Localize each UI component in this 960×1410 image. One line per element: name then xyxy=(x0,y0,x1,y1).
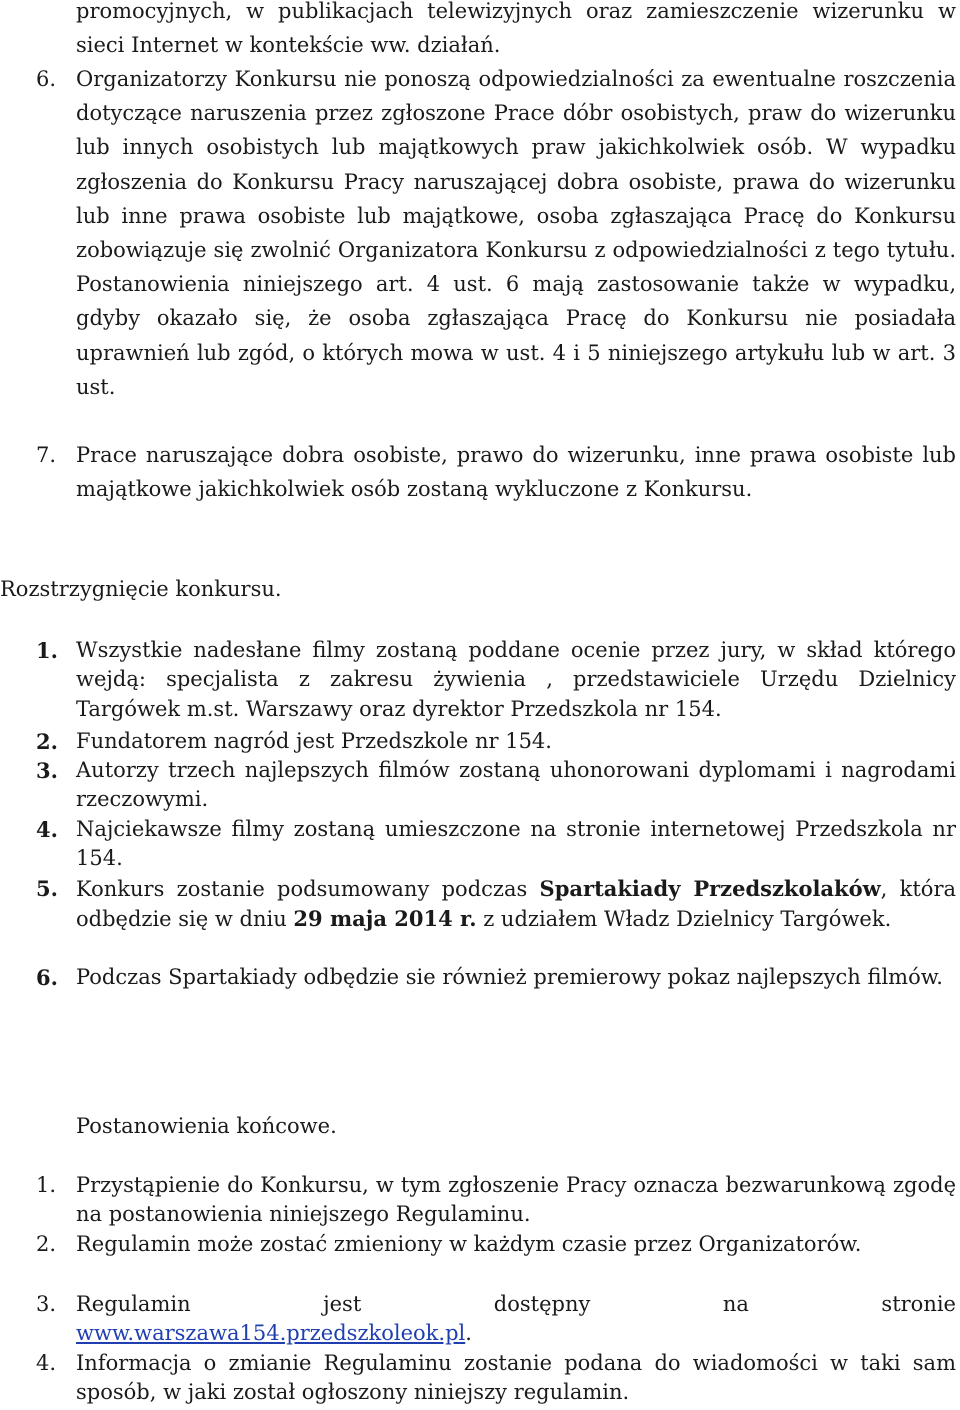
previous-item-continuation: promocyjnych, w publikacjach telewizyjnych oraz zamieszczenie wizerunku w sieci Internet w kontekście ww. działań. xyxy=(76,0,956,58)
list-item-7 xyxy=(36,438,956,506)
item-text: Autorzy trzech najlepszych filmów zostaną uhonorowani dyplomami i nagrodami rzeczowymi. xyxy=(76,758,956,812)
item-number: 2. xyxy=(36,729,58,754)
item-text: Podczas Spartakiady odbędzie sie również premierowy pokaz najlepszych filmów. xyxy=(76,965,943,989)
item-number: 1. xyxy=(36,638,58,663)
list-item-5 xyxy=(36,874,956,935)
item-text: Najciekawsze filmy zostaną umieszczone na stronie internetowej Przedszkola nr 154. xyxy=(76,817,956,871)
item-text: Informacja o zmianie Regulaminu zostanie podana do wiadomości w taki sam sposób, w jaki został ogłoszony niniejszy regulamin. xyxy=(76,1351,956,1405)
item-text: Regulamin może zostać zmieniony w każdym czasie przez Organizatorów. xyxy=(76,1232,862,1256)
item-number: 4. xyxy=(36,817,58,842)
item-text: Przystąpienie do Konkursu, w tym zgłoszenie Pracy oznacza bezwarunkową zgodę na postanowienia niniejszego Regulaminu. xyxy=(76,1173,956,1227)
item-text xyxy=(76,874,956,935)
item-link-line xyxy=(76,1319,956,1348)
item-text-line: Regulamin jest dostępny na stronie xyxy=(76,1292,956,1316)
section-heading-koncowe: Postanowienia końcowe. xyxy=(76,1114,337,1138)
item-number: 2. xyxy=(36,1232,57,1256)
list-item-2 xyxy=(36,727,956,756)
list-item-3 xyxy=(36,756,956,815)
final-item-3 xyxy=(36,1290,956,1349)
item-number: 6. xyxy=(36,67,57,91)
list-item-6 xyxy=(36,62,956,404)
final-item-1 xyxy=(36,1171,956,1230)
item-number: 7. xyxy=(36,443,57,467)
final-item-4 xyxy=(36,1349,956,1408)
item-text xyxy=(76,1290,956,1349)
item-text-part: Konkurs zostanie podsumowany podczas xyxy=(76,877,540,901)
event-date: 29 maja 2014 r. xyxy=(293,906,477,932)
item-number: 3. xyxy=(36,1292,57,1316)
item-number: 6. xyxy=(36,965,58,990)
list-item-6b xyxy=(36,963,956,992)
regulamin-link[interactable]: www.warszawa154.przedszkoleok.pl xyxy=(76,1321,466,1346)
item-number: 4. xyxy=(36,1351,57,1375)
item-text-part: z udziałem Władz Dzielnicy Targówek. xyxy=(476,907,892,932)
item-text: Fundatorem nagród jest Przedszkole nr 154. xyxy=(76,729,552,753)
list-item-4 xyxy=(36,815,956,874)
list-item-1 xyxy=(36,636,956,724)
item-text: Organizatorzy Konkursu nie ponoszą odpowiedzialności za ewentualne roszczenia dotyczące naruszenia przez zgłoszone Prace dóbr osobistych, praw do wizerunku lub innych osobistych lub majątkowych praw jakichkolwiek osób. W wypadku zgłoszenia do Konkursu Pracy naruszającej dobra osobiste, prawa do wizerunku lub inne prawa osobiste lub majątkowe, osoba zgłaszająca Pracę do Konkursu zobowiązuje się zwolnić Organizatora Konkursu z odpowiedzialności z tego tytułu. Postanowienia niniejszego art. 4 ust. 6 mają zastosowanie także w wypadku, gdyby okazało się, że osoba zgłaszająca Pracę do Konkursu nie posiadała uprawnień lub zgód, o których mowa w ust. 4 i 5 niniejszego artykułu lub w art. 3 ust. xyxy=(76,67,956,399)
item-number: 1. xyxy=(36,1173,57,1197)
item-text-part: , która odbędzie się w dniu xyxy=(76,877,957,932)
item-number: 5. xyxy=(36,876,58,901)
section-heading-rozstrzygniecie: Rozstrzygnięcie konkursu. xyxy=(0,577,282,601)
event-name: Spartakiady Przedszkolaków xyxy=(539,876,881,901)
final-item-2 xyxy=(36,1230,956,1259)
link-trailing: . xyxy=(465,1321,472,1346)
item-text: Prace naruszające dobra osobiste, prawo do wizerunku, inne prawa osobiste lub majątkowe jakichkolwiek osób zostaną wykluczone z Konkursu. xyxy=(76,443,956,502)
item-number: 3. xyxy=(36,758,58,783)
item-text: Wszystkie nadesłane filmy zostaną poddane ocenie przez jury, w skład którego wejdą: specjalista z zakresu żywienia , przedstawiciele Urzędu Dzielnicy Targówek m.st. Warszawy oraz dyrektor Przedszkola nr 154. xyxy=(76,638,956,721)
